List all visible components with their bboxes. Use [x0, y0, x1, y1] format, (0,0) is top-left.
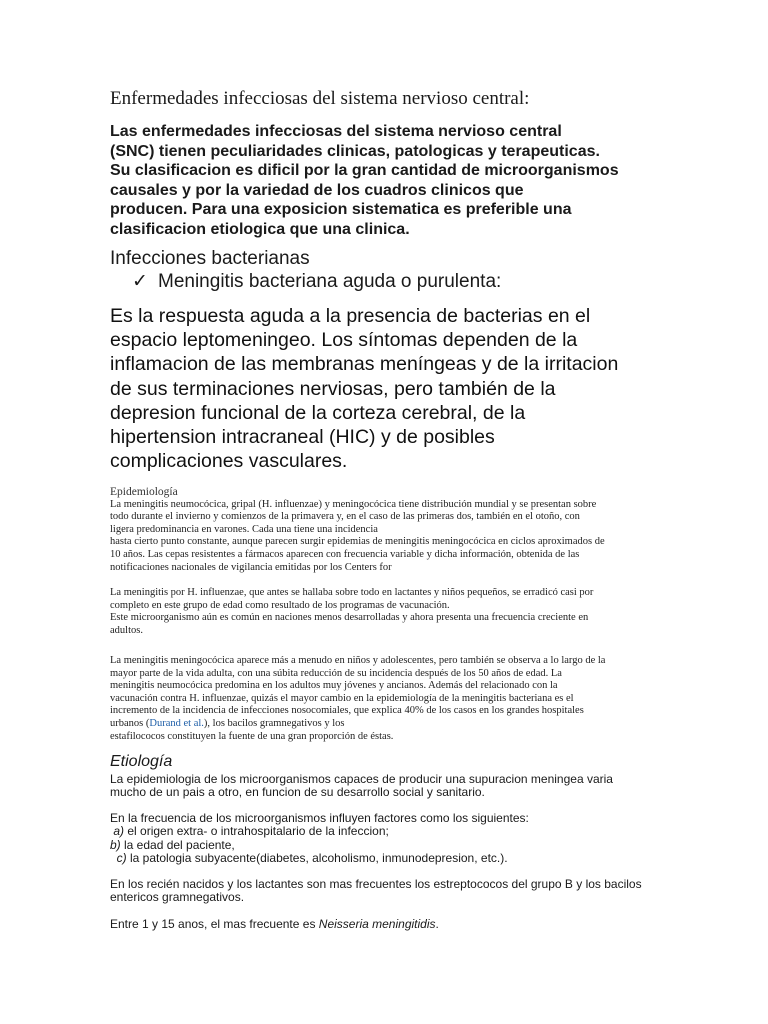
epidemiology-block-2 [110, 587, 670, 637]
intro-line: clasificacion etiologica que una clinica. [110, 220, 410, 238]
factor-letter: a) [113, 824, 125, 839]
line-suffix: . [435, 917, 439, 931]
definition-line: inflamacion de las membranas meníngeas y de la irritacion [110, 353, 619, 376]
epidemiology-line: La meningitis por H. influenzae, que antes se hallaba sobre todo en lactantes y niños pequeños, se erradicó casi por [110, 587, 594, 598]
factors-intro: En la frecuencia de los microorganismos influyen factores como los siguientes: [110, 811, 529, 825]
epidemiology-line: Este microorganismo aún es común en naciones menos desarrolladas y ahora presenta una frecuencia creciente en [110, 612, 589, 624]
definition-line: depresion funcional de la corteza cerebral, de la [110, 401, 526, 424]
factor-text: la patologia subyacente(diabetes, alcoholismo, inmunodepresion, etc.). [126, 851, 508, 866]
epidemiology-line: meningitis neumocócica predomina en los adultos muy jóvenes y ancianos. Además del relacionado con la [110, 680, 558, 692]
line-prefix: Entre 1 y 15 anos, el mas frecuente es [110, 917, 319, 931]
epidemiology-line: 10 años. Las cepas resistentes a fármacos aparecen con frecuencia variable y dicha información, obtenida de las [110, 548, 580, 560]
checklist-label: Meningitis bacteriana aguda o purulenta: [158, 271, 502, 292]
etiology-heading: Etiología [110, 753, 173, 770]
factor-letter: b) [110, 837, 121, 852]
epidemiology-heading: Epidemiología [110, 486, 178, 498]
checkmark-icon: ✓ [132, 271, 148, 292]
etiology-paragraph-1 [110, 773, 670, 800]
line-suffix: ), los bacilos gramnegativos y los [203, 717, 345, 729]
factor-letter: c) [116, 851, 127, 866]
epidemiology-line: mayor parte de la vida adulta, con una súbita reducción de su incidencia después de los 50 años de edad. La [110, 667, 562, 679]
factor-item [110, 839, 670, 852]
etiology-line: La epidemiologia de los microorganismos capaces de producir una supuracion meningea varia [110, 772, 613, 786]
organism-name: Neisseria meningitidis [318, 917, 436, 931]
definition-line: de sus terminaciones nerviosas, pero también de la [110, 377, 556, 400]
line-prefix: urbanos ( [110, 717, 150, 729]
epidemiology-block-3 [110, 655, 670, 743]
epidemiology-line: notificaciones nacionales de vigilancia emitidas por los Centers for [110, 561, 392, 573]
intro-line: causales y por la variedad de los cuadros clinicos que [110, 181, 524, 199]
epidemiology-line: La meningitis neumocócica, gripal (H. influenzae) y meningocócica tiene distribución mundial y se presentan sobre [110, 498, 597, 510]
section-heading-bacterial: Infecciones bacterianas [110, 248, 310, 269]
etiology-paragraph-3 [110, 878, 670, 905]
epidemiology-block-1 [110, 486, 670, 574]
factor-text: la edad del paciente, [120, 837, 235, 852]
etiology-line: entericos gramnegativos. [110, 890, 245, 905]
citation-link[interactable]: Durand et al. [149, 717, 204, 729]
definition-paragraph [110, 304, 670, 473]
etiology-line: mucho de un pais a otro, en funcion de su desarrollo social y sanitario. [110, 785, 485, 800]
etiology-line: En los recién nacidos y los lactantes son mas frecuentes los estreptococos del grupo B y los bacilos [110, 877, 642, 891]
epidemiology-line: adultos. [110, 624, 143, 636]
epidemiology-line: vacunación contra H. influenzae, quizás el mayor cambio en la epidemiología de la meningitis bacteriana es el [110, 692, 574, 704]
intro-line: (SNC) tienen peculiaridades clinicas, patologicas y terapeuticas. [110, 142, 600, 160]
intro-line: producen. Para una exposicion sistematica es preferible una [110, 201, 572, 219]
factor-prefix [110, 851, 117, 865]
etiology-factors [110, 812, 670, 866]
epidemiology-line: ligera predominancia en varones. Cada una tiene una incidencia [110, 523, 378, 535]
epidemiology-line: completo en este grupo de edad como resultado de los programas de vacunación. [110, 599, 450, 611]
intro-line: Su clasificacion es dificil por la gran cantidad de microorganismos [110, 162, 619, 180]
epidemiology-line: incremento de la incidencia de infecciones nosocomiales, que explica 40% de los casos en los grandes hospitales [110, 705, 584, 717]
factor-text: el origen extra- o intrahospitalario de la infeccion; [124, 824, 389, 839]
intro-paragraph [110, 122, 670, 240]
epidemiology-line: hasta cierto punto constante, aunque parecen surgir epidemias de meningitis meningocócica en ciclos aproximados de [110, 536, 605, 548]
page-title: Enfermedades infecciosas del sistema nervioso central: [110, 88, 530, 109]
definition-line: espacio leptomeningeo. Los síntomas dependen de la [110, 329, 578, 352]
factor-item [110, 852, 670, 865]
epidemiology-line: La meningitis meningocócica aparece más a menudo en niños y adolescentes, pero también se observa a lo largo de la [110, 655, 606, 666]
intro-line: Las enfermedades infecciosas del sistema nervioso central [110, 123, 562, 140]
definition-line: Es la respuesta aguda a la presencia de bacterias en el [110, 305, 591, 327]
etiology-paragraph-4 [110, 918, 670, 931]
epidemiology-line: todo durante el invierno y comienzos de la primavera y, en el caso de las primeras dos, también en el otoño, con [110, 511, 580, 523]
epidemiology-line: estafilococos constituyen la fuente de una gran proporción de éstas. [110, 730, 394, 742]
epidemiology-line [110, 718, 670, 731]
factor-item [110, 825, 670, 838]
checklist-item [132, 270, 501, 293]
definition-line: complicaciones vasculares. [110, 450, 348, 473]
etiology-line [110, 918, 670, 931]
definition-line: hipertension intracraneal (HIC) y de posibles [110, 426, 495, 449]
